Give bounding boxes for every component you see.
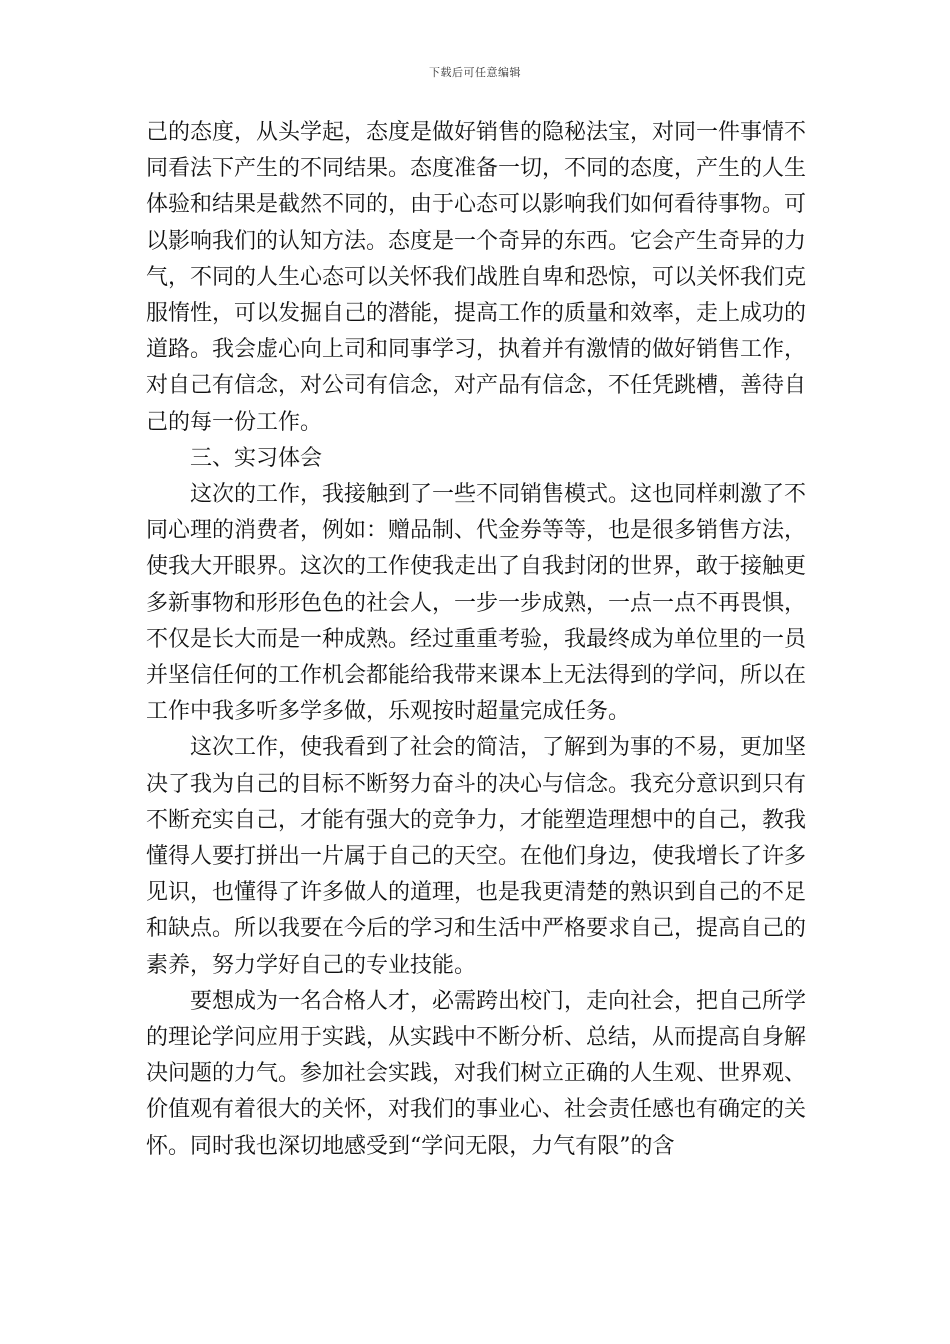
section-heading-internship-reflection: 三、实习体会 <box>190 445 323 471</box>
paragraph-social-practice: 要想成为一名合格人才，必需跨出校门，走向社会，把自己所学的理论学问应用于实践，从实践中不断分析、总结，从而提高自身解决问题的力气。参加社会实践，对我们树立正确的人生观、世界观、价值观有着很大的关怀，对我们的事业心、社会责任感也有确定的关怀。同时我也深切地感受到“学问无限，力气有限”的含 <box>146 988 807 1159</box>
paragraph-attitude: 己的态度，从头学起，态度是做好销售的隐秘法宝，对同一件事情不同看法下产生的不同结果。态度准备一切，不同的态度，产生的人生体验和结果是截然不同的，由于心态可以影响我们如何看待事物。可以影响我们的认知方法。态度是一个奇异的东西。它会产生奇异的力气，不同的人生心态可以关怀我们战胜自卑和恐惊，可以关怀我们克服惰性，可以发掘自己的潜能，提高工作的质量和效率，走上成功的道路。我会虚心向上司和同事学习，执着并有激情的做好销售工作，对自己有信念，对公司有信念，对产品有信念，不任凭跳槽，善待自己的每一份工作。 <box>146 120 807 435</box>
paragraph-work-experience: 这次工作，使我看到了社会的简洁，了解到为事的不易，更加坚决了我为自己的目标不断努力奋斗的决心与信念。我充分意识到只有不断充实自己，才能有强大的竞争力，才能塑造理想中的自己，教我懂得人要打拼出一片属于自己的天空。在他们身边，使我增长了许多见识，也懂得了许多做人的道理，也是我更清楚的熟识到自己的不足和缺点。所以我要在今后的学习和生活中严格要求自己，提高自己的素养，努力学好自己的专业技能。 <box>146 735 807 978</box>
page-header: 下载后可任意编辑 <box>429 66 521 79</box>
document-body <box>146 115 806 1165</box>
paragraph-sales-models: 这次的工作，我接触到了一些不同销售模式。这也同样刺激了不同心理的消费者，例如：赠品制、代金券等等，也是很多销售方法，使我大开眼界。这次的工作使我走出了自我封闭的世界，敢于接触更多新事物和形形色色的社会人，一步一步成熟，一点一点不再畏惧，不仅是长大而是一种成熟。经过重重考验，我最终成为单位里的一员并坚信任何的工作机会都能给我带来课本上无法得到的学问，所以在工作中我多听多学多做，乐观按时超量完成任务。 <box>146 482 807 725</box>
